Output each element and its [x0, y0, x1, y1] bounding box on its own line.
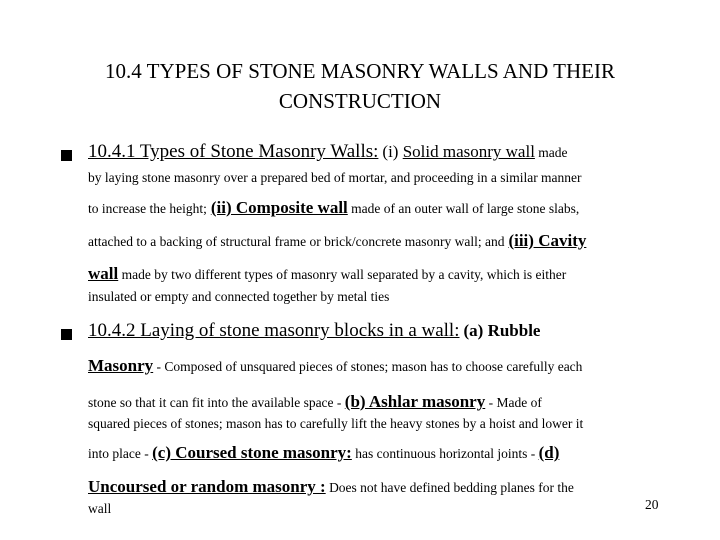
section1-line-3: [88, 198, 579, 218]
section2-line3-text: stone so that it can fit into the available space -: [88, 395, 345, 410]
section2-line-2: [88, 356, 582, 376]
section1-line-4: [88, 231, 586, 251]
item2-label: (ii) Composite wall: [210, 198, 348, 217]
title-line-1: 10.4 TYPES OF STONE MASONRY WALLS AND THEIR: [105, 59, 615, 83]
section1-line3-rest: made of an outer wall of large stone slabs,: [347, 201, 580, 216]
section2-line-7: wall: [88, 501, 112, 516]
item-d-part1: (d): [538, 443, 560, 462]
page-number: 20: [645, 497, 659, 512]
item1-label: Solid masonry wall: [402, 142, 535, 161]
section2-line5-rest: has continuous horizontal joints -: [351, 446, 539, 461]
section1-line-1: [88, 141, 568, 163]
section2-line5-text: into place -: [88, 446, 153, 461]
section1-line3-text: to increase the height;: [88, 201, 207, 216]
section1-line-2: by laying stone masonry over a prepared bed of mortar, and proceeding in a similar manner: [88, 170, 582, 185]
section2-line-5: [88, 443, 559, 463]
section2-line-6: [88, 477, 574, 497]
section2-heading: 10.4.2 Laying of stone masonry blocks in a wall:: [88, 320, 460, 341]
slide-title: [40, 56, 680, 116]
section1-line-6: insulated or empty and connected together by metal ties: [88, 289, 390, 304]
item-d-part2: Uncoursed or random masonry :: [88, 477, 326, 496]
section2-line-1: [88, 320, 540, 342]
item3-label-part2: wall: [88, 264, 119, 283]
section2-line3-rest: - Made of: [485, 395, 542, 410]
item-a-part2: Masonry: [88, 356, 154, 375]
item1-prefix: (i): [382, 142, 403, 161]
item-c-label: (c) Coursed stone masonry:: [152, 443, 352, 462]
title-line-2: CONSTRUCTION: [278, 89, 442, 113]
section1-line-5: [88, 264, 566, 284]
section2-text-a: - Composed of unsquared pieces of stones; mason has to choose carefully each: [153, 359, 583, 374]
section1-line4-text: attached to a backing of structural frame or brick/concrete masonry wall; and: [88, 234, 505, 249]
item-a-part1: (a) Rubble: [463, 321, 541, 340]
section1-text-a: made: [534, 145, 568, 160]
section1-heading: 10.4.1 Types of Stone Masonry Walls:: [88, 141, 379, 162]
section2-line6-rest: Does not have defined bedding planes for the: [325, 480, 574, 495]
bullet-square-icon: [61, 150, 72, 161]
item3-label-part1: (iii) Cavity: [508, 231, 587, 250]
bullet-square-icon: [61, 329, 72, 340]
item-b-label: (b) Ashlar masonry: [344, 392, 486, 411]
section2-line-4: squared pieces of stones; mason has to carefully lift the heavy stones by a hoist and lower it: [88, 416, 584, 431]
section2-line-3: [88, 392, 542, 412]
section1-line5-rest: made by two different types of masonry wall separated by a cavity, which is either: [118, 267, 567, 282]
